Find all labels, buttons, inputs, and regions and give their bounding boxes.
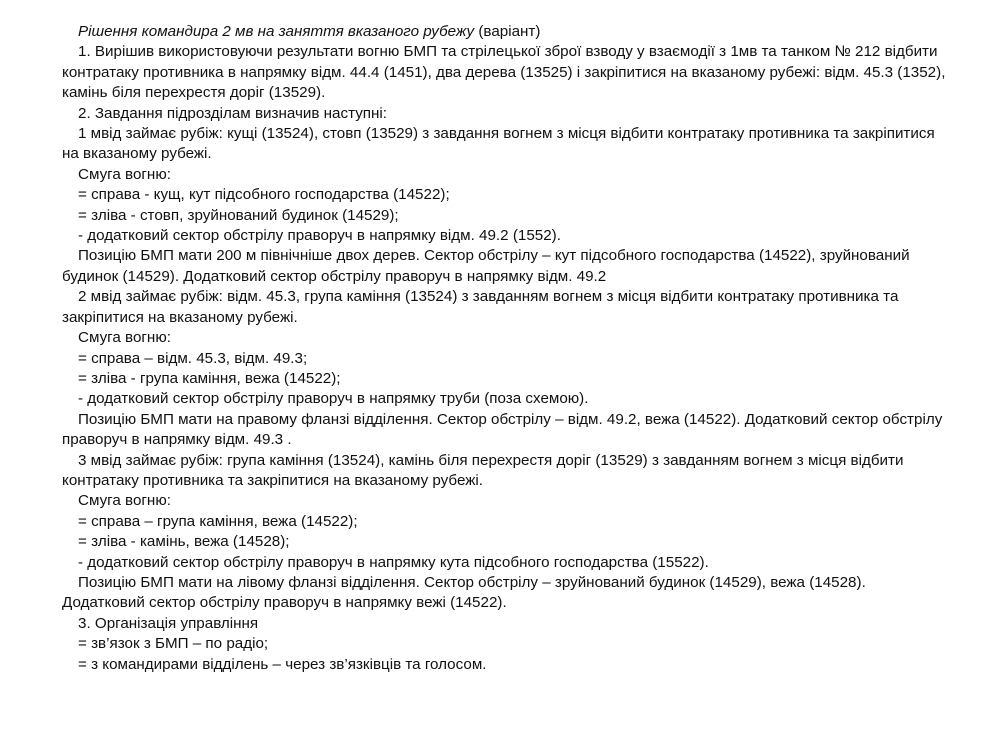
paragraph-squad1-fire-zone: Смуга вогню: [78, 165, 171, 183]
paragraph-squad2-line: 2 мвід займає рубіж: відм. 45.3, група каміння (13524) з завданням вогнем з місця відбити контратаку противника та закріпитися на вказаному рубежі. [62, 288, 899, 326]
paragraph-control-radio: = зв’язок з БМП – по радіо; [78, 635, 269, 653]
paragraph-squad1-right: = справа - кущ, кут підсобного господарства (14522); [78, 186, 450, 204]
paragraph-squad3-extra-sector: - додатковий сектор обстрілу праворуч в напрямку кута підсобного господарства (15522). [78, 553, 709, 571]
paragraph-squad1-line: 1 мвід займає рубіж: кущі (13524), стовп (13529) з завдання вогнем з місця відбити контратаку противника та закріпитися на вказаному рубежі. [62, 125, 935, 163]
paragraph-squad1-left: = зліва - стовп, зруйнований будинок (14529); [78, 206, 399, 224]
paragraph-squad2-fire-zone: Смуга вогню: [78, 329, 171, 347]
paragraph-squad3-right: = справа – група каміння, вежа (14522); [78, 512, 358, 530]
title-variant-text: (варіант) [474, 23, 541, 40]
paragraph-squad2-left: = зліва - група каміння, вежа (14522); [78, 369, 341, 387]
paragraph-squad3-left: = зліва - камінь, вежа (14528); [78, 533, 290, 551]
paragraph-control-commanders: = з командирами відділень – через зв’язківців та голосом. [78, 655, 487, 673]
paragraph-squad2-bmp-position: Позицію БМП мати на правому фланзі відділення. Сектор обстрілу – відм. 49.2, вежа (14522). Додатковий сектор обстрілу праворуч в напрямку відм. 49.3 . [62, 410, 943, 449]
document-title [62, 22, 952, 42]
paragraph-tasks-heading: 2. Завдання підрозділам визначив наступні: [78, 104, 387, 122]
paragraph-control-heading: 3. Організація управління [78, 614, 259, 632]
paragraph-squad3-bmp-position: Позицію БМП мати на лівому фланзі відділення. Сектор обстрілу – зруйнований будинок (14529), вежа (14528). Додатковий сектор обстрілу праворуч в напрямку вежі (14522). [62, 573, 866, 612]
paragraph-squad3-line: 3 мвід займає рубіж: група каміння (13524), камінь біля перехрестя доріг (13529) з завданням вогнем з місця відбити контратаку противника та закріпитися на вказаному рубежі. [62, 451, 904, 489]
paragraph-squad2-extra-sector: - додатковий сектор обстрілу праворуч в напрямку труби (поза схемою). [78, 390, 589, 408]
title-italic-text: Рішення командира 2 мв на заняття вказаного рубежу [78, 23, 475, 40]
paragraph-squad1-bmp-position: Позицію БМП мати 200 м північніше двох дерев. Сектор обстрілу – кут підсобного господарства (14522), зруйнований будинок (14529). Додатковий сектор обстрілу праворуч в напрямку відм. 49.2 [62, 247, 910, 285]
paragraph-squad2-right: = справа – відм. 45.3, відм. 49.3; [78, 349, 308, 367]
paragraph-squad3-fire-zone: Смуга вогню: [78, 492, 171, 510]
document-body [62, 22, 952, 675]
paragraph-decision: 1. Вирішив використовуючи результати вогню БМП та стрілецької зброї взводу у взаємодії з 1мв та танком № 212 відбити контратаку противника в напрямку відм. 44.4 (1451), два дерева (13525) і закріпитися на вказаному рубежі: відм. 45.3 (1352), камінь біля перехрестя доріг (13529). [62, 43, 946, 102]
paragraph-squad1-extra-sector: - додатковий сектор обстрілу праворуч в напрямку відм. 49.2 (1552). [78, 227, 561, 245]
